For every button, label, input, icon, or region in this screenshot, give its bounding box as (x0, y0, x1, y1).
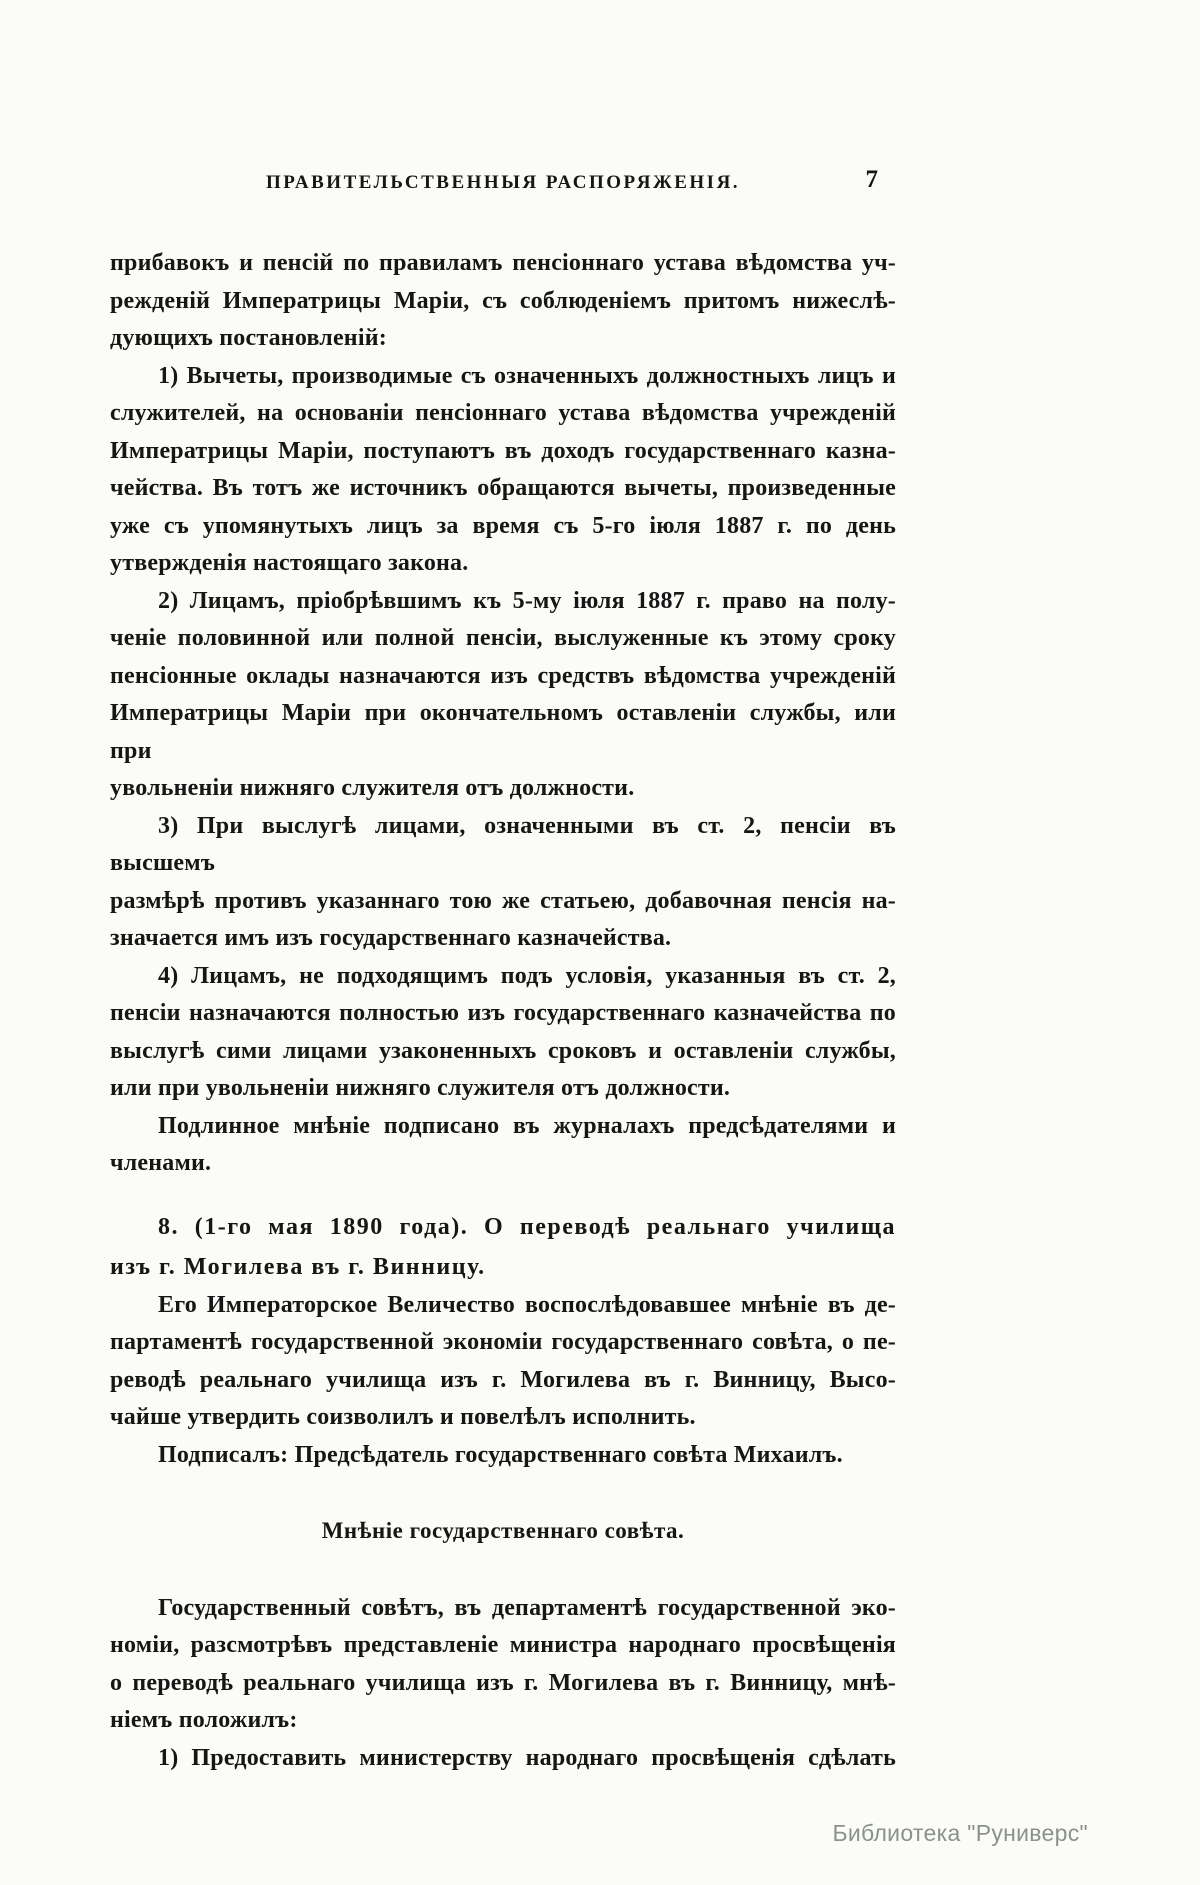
text-line: Подлинное мнѣніе подписано въ журналахъ предсѣдателями и (158, 1112, 896, 1139)
text-line: дующихъ постановленій: (110, 325, 387, 351)
paragraph (110, 358, 896, 583)
text-line: режденій Императрицы Маріи, съ соблюденіемъ притомъ нижеслѣ- (110, 287, 896, 314)
text-line: ченіе половинной или полной пенсіи, выслуженные къ этому сроку (110, 625, 896, 651)
text-line: пенсіонные оклады назначаются изъ средствъ вѣдомства учрежденій (110, 662, 896, 689)
text-line: Подписалъ: Предсѣдатель государственнаго совѣта Михаилъ. (158, 1441, 843, 1468)
text-line: увольненіи нижняго служителя отъ должности. (110, 775, 635, 801)
running-title: ПРАВИТЕЛЬСТВЕННЫЯ РАСПОРЯЖЕНІЯ. (265, 172, 741, 193)
document-body (110, 245, 896, 1777)
text-line: выслугѣ сими лицами узаконенныхъ сроковъ и оставленіи службы, (110, 1037, 896, 1064)
paragraph (110, 1108, 896, 1183)
paragraph (110, 1437, 896, 1475)
text-line: чейства. Въ тотъ же источникъ обращаются вычеты, произведенные (110, 475, 896, 501)
paragraph (110, 1740, 896, 1778)
text-line: 1) Вычеты, производимые съ означенныхъ должностныхъ лицъ и (158, 362, 896, 389)
section-heading (110, 1207, 896, 1287)
paragraph (110, 808, 896, 958)
text-line: Императрицы Маріи, поступаютъ въ доходъ государственнаго казна- (110, 437, 896, 464)
text-line: 1) Предоставить министерству народнаго просвѣщенія сдѣлать (158, 1744, 896, 1771)
paragraph (110, 958, 896, 1108)
text-line: номіи, разсмотрѣвъ представленіе министра народнаго просвѣщенія (110, 1632, 896, 1658)
text-line: служителей, на основаніи пенсіоннаго устава вѣдомства учрежденій (110, 400, 896, 426)
text-line: прибавокъ и пенсій по правиламъ пенсіоннаго устава вѣдомства уч- (110, 250, 896, 276)
text-line: Императрицы Маріи при окончательномъ оставленіи службы, или при (110, 700, 896, 764)
paragraph (110, 245, 896, 358)
text-line: 8. (1-го мая 1890 года). О переводѣ реальнаго училища (158, 1213, 896, 1240)
text-line: утвержденія настоящаго закона. (110, 550, 469, 576)
centered-heading (110, 1512, 896, 1550)
text-line: значается имъ изъ государственнаго казначейства. (110, 925, 672, 951)
text-line: Его Императорское Величество воспослѣдовавшее мнѣніе въ де- (158, 1291, 896, 1318)
text-line: 4) Лицамъ, не подходящимъ подъ условія, указанныя въ ст. 2, (158, 962, 896, 989)
text-line: членами. (110, 1150, 212, 1176)
text-line: размѣрѣ противъ указаннаго тою же статьею, добавочная пенсія на- (110, 887, 896, 914)
text-line: о переводѣ реальнаго училища изъ г. Могилева въ г. Винницу, мнѣ- (110, 1669, 896, 1696)
text-line: Государственный совѣтъ, въ департаментѣ государственной эко- (158, 1594, 896, 1621)
text-line: реводѣ реальнаго училища изъ г. Могилева въ г. Винницу, Высо- (110, 1366, 896, 1393)
running-header (110, 166, 896, 200)
paragraph (110, 1590, 896, 1740)
text-line: пенсіи назначаются полностью изъ государственнаго казначейства по (110, 1000, 896, 1026)
text-line: партаментѣ государственной экономіи государственнаго совѣта, о пе- (110, 1329, 896, 1355)
library-watermark: Библиотека "Руниверс" (832, 1820, 1088, 1846)
paragraph (110, 583, 896, 808)
text-line: или при увольненіи нижняго служителя отъ должности. (110, 1075, 731, 1101)
text-line: уже съ упомянутыхъ лицъ за время съ 5-го іюля 1887 г. по день (110, 512, 896, 539)
text-line: чайше утвердить соизволилъ и повелѣлъ исполнить. (110, 1404, 696, 1430)
text-line: 3) При выслугѣ лицами, означенными въ ст. 2, пенсіи въ высшемъ (110, 812, 896, 876)
paragraph (110, 1287, 896, 1437)
page-number: 7 (865, 166, 878, 193)
text-line: 2) Лицамъ, пріобрѣвшимъ къ 5-му іюля 1887 г. право на полу- (158, 587, 896, 614)
text-line: ніемъ положилъ: (110, 1707, 298, 1733)
text-line: Мнѣніе государственнаго совѣта. (321, 1518, 685, 1543)
text-line: изъ г. Могилева въ г. Винницу. (110, 1253, 486, 1280)
